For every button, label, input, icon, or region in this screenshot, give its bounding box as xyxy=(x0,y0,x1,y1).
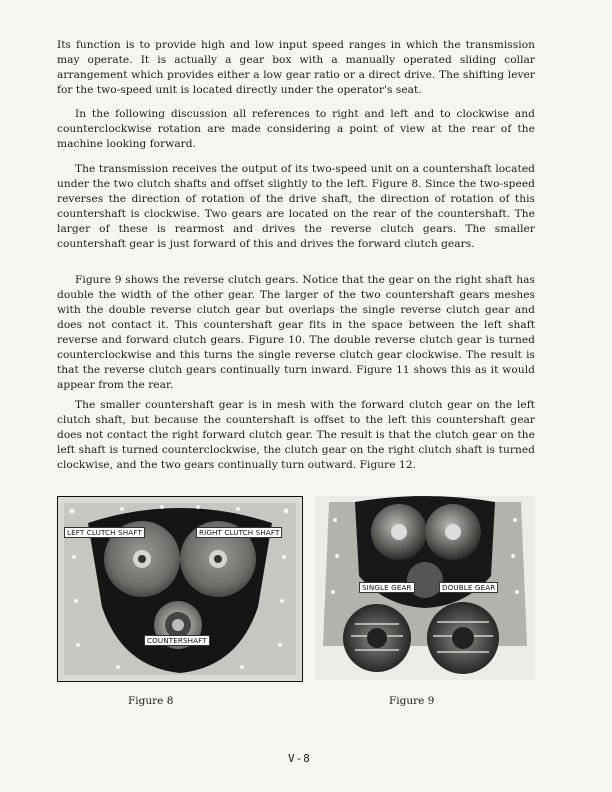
label-single-gear: SINGLE GEAR xyxy=(359,582,415,593)
paragraph-orientation-note: In the following discussion all references to right and left and to clockwise and counterclockwise rotation are made considering a point of view at the rear of the machine looking forward. xyxy=(57,108,535,150)
figure-9-caption: Figure 9 xyxy=(389,695,435,707)
paragraph-countershaft: The transmission receives the output of its two-speed unit on a countershaft located under the two clutch shafts and offset slightly to the left. Figure 8. Since the two-speed reverses the direction of rotation of the drive shaft, the direction of rotation of this countershaft is clockwise. Two gears are located on the rear of the countershaft. The larger of these is rearmost and drives the reverse clutch gears. The smaller countershaft gear is just forward of this and drives the forward clutch gears. xyxy=(57,163,535,250)
gear-housing-rear-view xyxy=(58,497,302,681)
paragraph-reverse-clutch-gears: Figure 9 shows the reverse clutch gears. Notice that the gear on the right shaft has double the width of the other gear. The larger of the two countershaft gears meshes with the double reverse clutch gear but overlaps the single reverse clutch gear and does not contact it. This countershaft gear fits in the space between the left shaft reverse and forward clutch gears. Figure 10. The double reverse clutch gear is turned counterclockwise and this turns the single reverse clutch gear clockwise. The result is that the reverse clutch gears continually turn inward. Figure 11 shows this as it would appear from the rear. xyxy=(57,274,535,391)
figure-8-caption: Figure 8 xyxy=(128,695,174,707)
figure-9-photo xyxy=(315,496,535,680)
reverse-clutch-gears-view xyxy=(315,496,535,680)
paragraph-forward-clutch-gears: The smaller countershaft gear is in mesh with the forward clutch gear on the left clutch shaft, but because the countershaft is offset to the left this countershaft gear does not contact the right forward clutch gear. The result is that the clutch gear on the left shaft is turned counterclockwise, the clutch gear on the right clutch shaft is turned clockwise, and the two gears continually turn outward. Figure 12. xyxy=(57,399,535,471)
page-number: V-8 xyxy=(288,752,311,765)
label-double-gear: DOUBLE GEAR xyxy=(439,582,498,593)
label-right-clutch-shaft: RIGHT CLUTCH SHAFT xyxy=(196,527,282,538)
paragraph-transmission-function: Its function is to provide high and low input speed ranges in which the transmission may operate. It is actually a gear box with a manually operated sliding collar arrangement which provides either a low gear ratio or a direct drive. The shifting lever for the two-speed unit is located directly under the operator's seat. xyxy=(57,39,535,96)
figure-8-photo xyxy=(57,496,303,682)
label-left-clutch-shaft: LEFT CLUTCH SHAFT xyxy=(64,527,145,538)
label-countershaft: COUNTERSHAFT xyxy=(144,635,210,646)
